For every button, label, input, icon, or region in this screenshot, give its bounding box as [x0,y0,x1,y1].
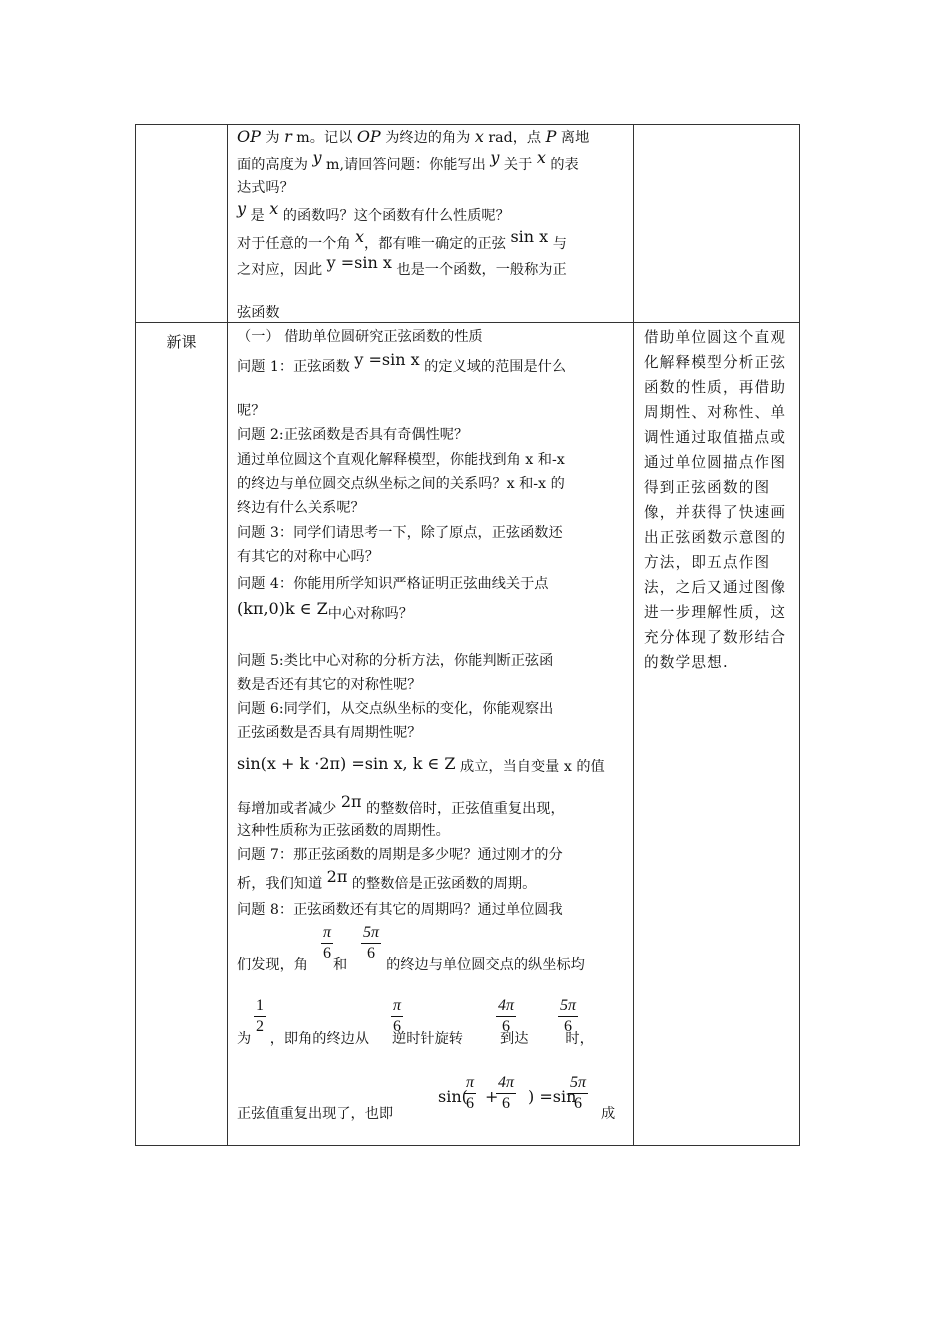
fraction-1-over-2: $\frac{1}{2}$ [256,997,264,1035]
fraction-pi-over-6: $\frac{\pi}{6}$ [466,1074,475,1112]
table-row [136,323,800,1146]
text-line: OP 为 r m。记以 OP 为终边的角为 x rad，点 P 离地 [237,127,590,146]
content-cell: （一） 借助单位圆研究正弦函数的性质 问题 1：正弦函数 y =sin x 的定义域的范围是什么 呢？ 问题 2:正弦函数是否具有奇偶性呢？ 通过单位圆这个直观化解释模型，你能找到角 x 和-x 的终边与单位圆交点纵坐标之间的关系吗？x 和-x 的 终边有什么关系呢？ 问题 3：同学们请思考一下，除了原点，正弦函数还 有其它的对称中心吗？ 问题 4：你能用所学知识严格证明正弦曲线关于点 (kπ,0)k ∈ Z中心对称吗？ 问题 5:类比中心对称的分析方法，你能判断正弦函 数是否还有其它的对称性呢？ 问题 6:同学们，从交点纵坐标的变化，你能观察出 正弦函数是否具有周期性呢？ sin(x + k ·2π) =sin x, k ∈ Z 成立，当自变量 x 的值 每增加或者减少 2π 的整数倍时，正弦值重复出现， 这种性质称为正弦函数的周期性。 问题 7：那正弦函数的周期是多少呢？通过刚才的分 析，我们知道 2π 的整数倍是正弦函数的周期。 问题 8：正弦函数还有其它的周期吗？通过单位圆我 们发现，角 和 的终边与单位圆交点的纵坐标均 $\frac{\pi}{6}$ $\frac{5\pi}{6}$ 为 ，即角的终边从 逆时针旋转 到达 时， $\frac{1}{2}$ $\frac{\pi}{6}$ $\frac{4\pi}{6}$ $\frac{5\pi}{6}$ 正弦值重复出现了，也即 sin( + ) =sin 成 $\frac{\pi}{6}$ $\frac{4\pi}{6}$ $\frac{5\pi}{6}$ [228,323,634,1146]
text-line: 问题 7：那正弦函数的周期是多少呢？通过刚才的分 [237,847,563,863]
text-line: 问题 6:同学们，从交点纵坐标的变化，你能观察出 [237,701,554,717]
text-line: 正弦值重复出现了，也即 [237,1106,394,1122]
text-line: 达式吗？ [237,180,294,196]
text-line: 正弦函数是否具有周期性呢？ [237,725,422,741]
text-line: 问题 2:正弦函数是否具有奇偶性呢？ [237,427,469,443]
text-line: 问题 5:类比中心对称的分析方法，你能判断正弦函 [237,653,554,669]
text-line: 对于任意的一个角 x，都有唯一确定的正弦 sin x 与 [237,227,567,252]
fraction-5pi-over-6: $\frac{5\pi}{6}$ [560,997,577,1035]
text-line: 的终边与单位圆交点纵坐标之间的关系吗？x 和-x 的 [237,476,565,492]
fraction-4pi-over-6: $\frac{4\pi}{6}$ [498,997,515,1035]
section-label: 新课 [166,333,197,351]
fraction-pi-over-6: $\frac{\pi}{6}$ [323,924,332,962]
text-line: (kπ,0)k ∈ Z中心对称吗？ [237,599,413,622]
text-line: 为 ，即角的终边从 逆时针旋转 到达 时， [237,1031,594,1047]
text-line: y 是 x 的函数吗？这个函数有什么性质呢？ [237,199,510,224]
label-cell [136,323,228,1146]
fraction-4pi-over-6: $\frac{4\pi}{6}$ [498,1074,515,1112]
text-line: 问题 3：同学们请思考一下，除了原点，正弦函数还 [237,525,563,541]
teaching-note: 借助单位圆这个直观化解释模型分析正弦函数的性质，再借助周期性、对称性、单调性通过取值描点或通过单位圆描点作图得到正弦函数的图像，并获得了快速画出正弦函数示意图的方法，即五点作图法，之后又通过图像进一步理解性质，这充分体现了数形结合的数学思想. [644,329,787,671]
notes-cell [634,125,800,323]
text-line: 析，我们知道 2π 的整数倍是正弦函数的周期。 [237,867,537,892]
text-line: 面的高度为 y m,请回答问题：你能写出 y 关于 x 的表 [237,148,579,173]
fraction-5pi-over-6: $\frac{5\pi}{6}$ [363,924,380,962]
text-line: 问题 1：正弦函数 y =sin x 的定义域的范围是什么 [237,350,567,375]
text-line: 问题 8：正弦函数还有其它的周期吗？通过单位圆我 [237,902,563,918]
text-line: 问题 4：你能用所学知识严格证明正弦曲线关于点 [237,576,549,592]
text-line: 之对应，因此 y =sin x 也是一个函数，一般称为正 [237,253,567,278]
fraction-5pi-over-6: $\frac{5\pi}{6}$ [570,1074,587,1112]
text-line: 这种性质称为正弦函数的周期性。 [237,823,450,839]
text-line: 弦函数 [237,305,280,321]
text-line: （一） 借助单位圆研究正弦函数的性质 [237,329,483,345]
lesson-table [135,124,800,1146]
text-line: 数是否还有其它的对称性呢？ [237,677,422,693]
table-row [136,125,800,323]
content-cell [228,125,634,323]
text-line: 通过单位圆这个直观化解释模型，你能找到角 x 和-x [237,452,565,468]
fraction-pi-over-6: $\frac{\pi}{6}$ [393,997,402,1035]
text-line: 终边有什么关系呢？ [237,500,365,516]
text-line: 每增加或者减少 2π 的整数倍时，正弦值重复出现， [237,792,565,817]
label-cell [136,125,228,323]
notes-cell [634,323,800,1146]
text-line: 们发现，角 和 的终边与单位圆交点的纵坐标均 [237,957,585,973]
text-line: 有其它的对称中心吗？ [237,549,379,565]
text-line: 呢？ [237,403,266,419]
text-line: sin(x + k ·2π) =sin x, k ∈ Z 成立，当自变量 x 的值 [237,754,605,775]
